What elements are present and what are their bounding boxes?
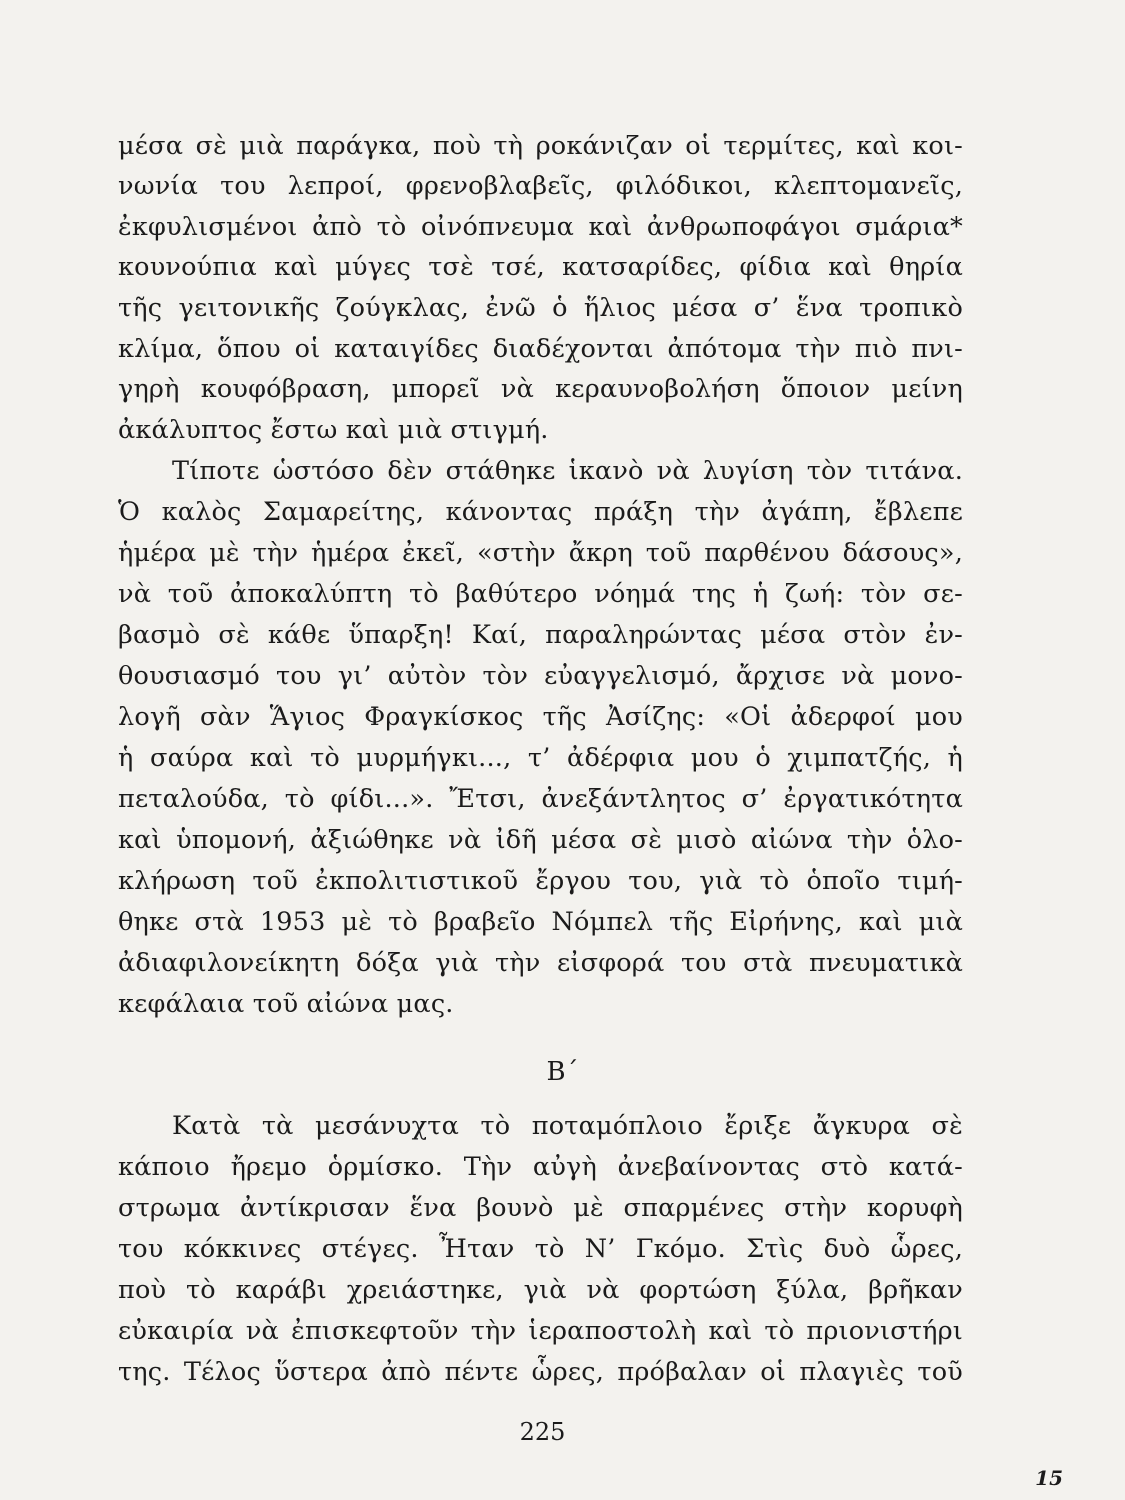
text-line: καὶ ὑπομονή, ἀξιώθηκε νὰ ἰδῆ μέσα σὲ μισὸ αἰώνα τὴν ὁλο-: [118, 825, 963, 855]
text-line: ἡ σαύρα καὶ τὸ μυρμήγκι..., τ’ ἀδέρφια μου ὁ χιμπατζής, ἡ: [118, 743, 963, 773]
text-line: κλίμα, ὅπου οἱ καταιγίδες διαδέχονται ἀπότομα τὴν πιὸ πνι-: [118, 334, 963, 364]
text-line: ἀδιαφιλονείκητη δόξα γιὰ τὴν εἰσφορά του στὰ πνευματικὰ: [118, 948, 963, 978]
text-line: κουνούπια καὶ μύγες τσὲ τσέ, κατσαρίδες, φίδια καὶ θηρία: [118, 252, 963, 282]
page-number: 225: [519, 1418, 566, 1446]
text-line: θουσιασμό του γι’ αὐτὸν τὸν εὐαγγελισμό, ἄρχισε νὰ μονο-: [118, 661, 963, 691]
text-line: νὰ τοῦ ἀποκαλύπτη τὸ βαθύτερο νόημά της ἡ ζωή: τὸν σε-: [118, 579, 963, 609]
text-line: νωνία του λεπροί, φρενοβλαβεῖς, φιλόδικοι, κλεπτομανεῖς,: [118, 171, 963, 201]
text-line: ποὺ τὸ καράβι χρειάστηκε, γιὰ νὰ φορτώση ξύλα, βρῆκαν: [118, 1275, 963, 1305]
text-line: Κατὰ τὰ μεσάνυχτα τὸ ποταμόπλοιο ἔριξε ἄγκυρα σὲ: [172, 1111, 963, 1141]
signature-mark: 15: [1035, 1466, 1063, 1490]
text-line: ἀκάλυπτος ἔστω καὶ μιὰ στιγμή.: [118, 415, 549, 445]
text-line: εὐκαιρία νὰ ἐπισκεφτοῦν τὴν ἱεραποστολὴ καὶ τὸ πριονιστήρι: [118, 1316, 963, 1346]
text-line: πεταλούδα, τὸ φίδι...». Ἔτσι, ἀνεξάντλητος σ’ ἐργατικότητα: [118, 784, 963, 814]
text-line: ἐκφυλισμένοι ἀπὸ τὸ οἰνόπνευμα καὶ ἀνθρωποφάγοι σμάρια*: [118, 212, 963, 242]
text-line: της. Τέλος ὕστερα ἀπὸ πέντε ὧρες, πρόβαλαν οἱ πλαγιὲς τοῦ: [118, 1357, 963, 1387]
text-line: Τίποτε ὡστόσο δὲν στάθηκε ἱκανὸ νὰ λυγίση τὸν τιτάνα.: [172, 456, 963, 486]
section-heading: Β΄: [546, 1057, 579, 1087]
text-line: κλήρωση τοῦ ἐκπολιτιστικοῦ ἔργου του, γιὰ τὸ ὁποῖο τιμή-: [118, 866, 963, 896]
text-line: τῆς γειτονικῆς ζούγκλας, ἐνῶ ὁ ἥλιος μέσα σ’ ἕνα τροπικὸ: [118, 293, 963, 323]
text-line: κάποιο ἤρεμο ὁρμίσκο. Τὴν αὐγὴ ἀνεβαίνοντας στὸ κατά-: [118, 1152, 963, 1182]
text-line: γηρὴ κουφόβραση, μπορεῖ νὰ κεραυνοβολήση ὅποιον μείνη: [118, 374, 963, 404]
text-line: θηκε στὰ 1953 μὲ τὸ βραβεῖο Νόμπελ τῆς Εἰρήνης, καὶ μιὰ: [118, 907, 963, 937]
text-line: ἡμέρα μὲ τὴν ἡμέρα ἐκεῖ, «στὴν ἄκρη τοῦ παρθένου δάσους»,: [118, 538, 963, 568]
text-line: του κόκκινες στέγες. Ἦταν τὸ Ν’ Γκόμο. Στὶς δυὸ ὧρες,: [118, 1234, 963, 1264]
text-line: στρωμα ἀντίκρισαν ἕνα βουνὸ μὲ σπαρμένες στὴν κορυφὴ: [118, 1193, 963, 1223]
text-line: μέσα σὲ μιὰ παράγκα, ποὺ τὴ ροκάνιζαν οἱ τερμίτες, καὶ κοι-: [118, 131, 963, 161]
text-line: βασμὸ σὲ κάθε ὕπαρξη! Καί, παραληρώντας μέσα στὸν ἐν-: [118, 620, 963, 650]
text-line: Ὁ καλὸς Σαμαρείτης, κάνοντας πράξη τὴν ἀγάπη, ἔβλεπε: [118, 497, 963, 527]
text-line: κεφάλαια τοῦ αἰώνα μας.: [118, 989, 454, 1019]
text-line: λογῆ σὰν Ἅγιος Φραγκίσκος τῆς Ἀσίζης: «Οἱ ἀδερφοί μου: [118, 702, 963, 732]
